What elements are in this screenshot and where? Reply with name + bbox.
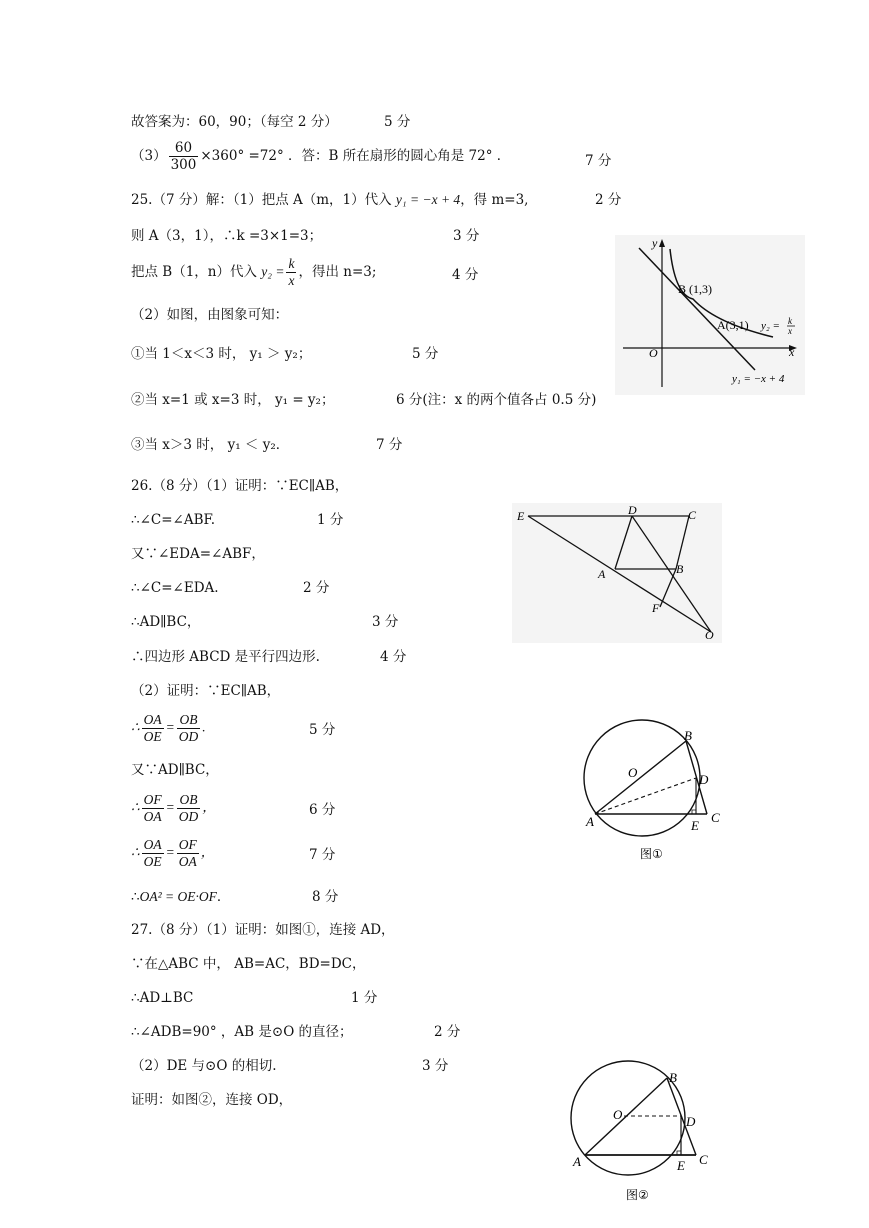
score: 7 分 xyxy=(585,153,612,169)
label-origin: O xyxy=(649,346,658,360)
label-b: B xyxy=(684,728,692,743)
label-e: E xyxy=(517,509,525,523)
score: 3 分 xyxy=(422,1058,449,1074)
line-26-2: ∴∠C=∠ABF. xyxy=(131,512,216,528)
line-27-2: ∵在△ABC 中， AB=AC，BD=DC， xyxy=(131,956,366,972)
text: （3） xyxy=(131,148,167,164)
line-25-3: 把点 B（1，n）代入 y₂ = $\frac{k}{x}$ ，得出 n=3; xyxy=(131,256,377,288)
line-26-4: ∴∠C=∠EDA. xyxy=(131,580,219,596)
score: 2 分 xyxy=(595,192,622,208)
line-q3 xyxy=(131,140,510,173)
label-o: O xyxy=(628,765,638,780)
score: 7 分 xyxy=(376,437,403,453)
label-kx: x xyxy=(788,326,792,336)
label-e: E xyxy=(677,1158,685,1173)
line-25-2: 则 A（3，1），∴k =3×1=3； xyxy=(131,228,323,244)
label-point-b: B (1,3) xyxy=(678,282,712,296)
caption: 图① xyxy=(640,847,663,861)
fraction: $\frac{OA}{OE}$ xyxy=(143,837,162,869)
fraction: $\frac{k}{x}$ xyxy=(288,256,295,288)
score: 4 分 xyxy=(452,267,479,283)
line-26-3: 又∵∠EDA=∠ABF， xyxy=(131,546,265,562)
score: 1 分 xyxy=(317,512,344,528)
line-27-4: ∴∠ADB=90° ，AB 是⊙O 的直径； xyxy=(131,1024,353,1040)
text: 故答案为：60，90；（每空 2 分） xyxy=(131,114,338,130)
fraction: $\frac{OB}{OD}$ xyxy=(178,792,199,824)
label-e: E xyxy=(691,818,699,833)
line-26-10: ∴ $\frac{OF}{OA}$ = $\frac{OB}{OD}$ ， xyxy=(131,792,216,824)
label-y1-eq: y₁ = −x + 4 xyxy=(732,373,785,385)
label-c: C xyxy=(711,810,720,825)
label-b: B xyxy=(669,1070,677,1085)
score: 4 分 xyxy=(380,649,407,665)
line-25-6: ②当 x=1 或 x=3 时， y₁ = y₂； xyxy=(131,392,335,408)
score: 5 分 xyxy=(309,722,336,738)
fraction: $\frac{OF}{OA}$ xyxy=(178,837,197,869)
score: 5 分 xyxy=(412,346,439,362)
label-a: A xyxy=(586,814,594,829)
label-o: O xyxy=(613,1107,623,1122)
function-graph-figure xyxy=(615,235,805,395)
score: 3 分 xyxy=(453,228,480,244)
score: 7 分 xyxy=(309,847,336,863)
line-26-8: ∴ $\frac{OA}{OE}$ = $\frac{OB}{OD}$ . xyxy=(131,712,206,744)
fraction: $\frac{OA}{OE}$ xyxy=(143,712,162,744)
line-25-1: 25.（7 分）解：（1）把点 A（m，1）代入 y₁ = −x + 4，得 m=3, xyxy=(131,192,529,208)
label-a: A xyxy=(573,1154,581,1169)
line-25-4: （2）如图，由图象可知： xyxy=(131,307,289,323)
fraction: $\frac{OF}{OA}$ xyxy=(143,792,162,824)
label-o: O xyxy=(705,628,714,642)
equation: y₁ = −x + 4 xyxy=(395,192,461,207)
parallelogram-figure xyxy=(512,503,722,643)
score: 6 分 xyxy=(309,802,336,818)
label-c: C xyxy=(699,1152,708,1167)
label-y2-eq: y₂ = xyxy=(761,320,780,332)
label-k: k xyxy=(788,316,792,326)
line-26-5: ∴AD∥BC， xyxy=(131,614,201,630)
score: 8 分 xyxy=(312,889,339,905)
fraction: $\frac{60}{300}$ xyxy=(170,140,197,173)
score: 3 分 xyxy=(372,614,399,630)
label-d: D xyxy=(699,772,709,787)
label-c: C xyxy=(688,508,697,522)
line-26-7: （2）证明：∵EC∥AB， xyxy=(131,683,281,699)
fraction: $\frac{OB}{OD}$ xyxy=(178,712,199,744)
line-answer xyxy=(131,113,338,131)
line-26-11: ∴ $\frac{OA}{OE}$ = $\frac{OF}{OA}$ ， xyxy=(131,837,215,869)
line-26-12: ∴OA² = OE·OF． xyxy=(131,889,231,905)
line-27-6: 证明：如图②，连接 OD， xyxy=(131,1092,293,1108)
label-a: A xyxy=(598,567,606,581)
score: 2 分 xyxy=(303,580,330,596)
score: 2 分 xyxy=(434,1024,461,1040)
line-25-7: ③当 x＞3 时， y₁ ＜ y₂． xyxy=(131,437,290,453)
score: 1 分 xyxy=(351,990,378,1006)
text: ×360° =72° ．答：B 所在扇形的圆心角是 72° ． xyxy=(200,148,511,164)
circle-figure-1 xyxy=(578,718,728,868)
circle-figure-2 xyxy=(565,1060,715,1210)
line-27-5: （2）DE 与⊙O 的相切. xyxy=(131,1058,277,1074)
label-d: D xyxy=(686,1114,696,1129)
line-26-9: 又∵AD∥BC， xyxy=(131,762,219,778)
line-27-3: ∴AD⊥BC xyxy=(131,990,194,1006)
label-d: D xyxy=(628,503,637,517)
score: 6 分(注：x 的两个值各占 0.5 分) xyxy=(396,392,597,408)
score: 5 分 xyxy=(384,114,411,130)
caption: 图② xyxy=(626,1188,649,1202)
label-x: x xyxy=(789,345,795,359)
label-point-a: A(3,1) xyxy=(717,318,749,332)
line-27-1: 27.（8 分）（1）证明：如图①，连接 AD， xyxy=(131,922,395,938)
line-25-5: ①当 1＜x＜3 时， y₁ ＞ y₂； xyxy=(131,346,312,362)
line-26-1: 26.（8 分）（1）证明：∵EC∥AB， xyxy=(131,478,349,494)
line-26-6: ∴四边形 ABCD 是平行四边形. xyxy=(131,649,320,665)
label-f: F xyxy=(652,601,660,615)
label-b: B xyxy=(676,562,684,576)
label-y: y xyxy=(652,236,658,250)
